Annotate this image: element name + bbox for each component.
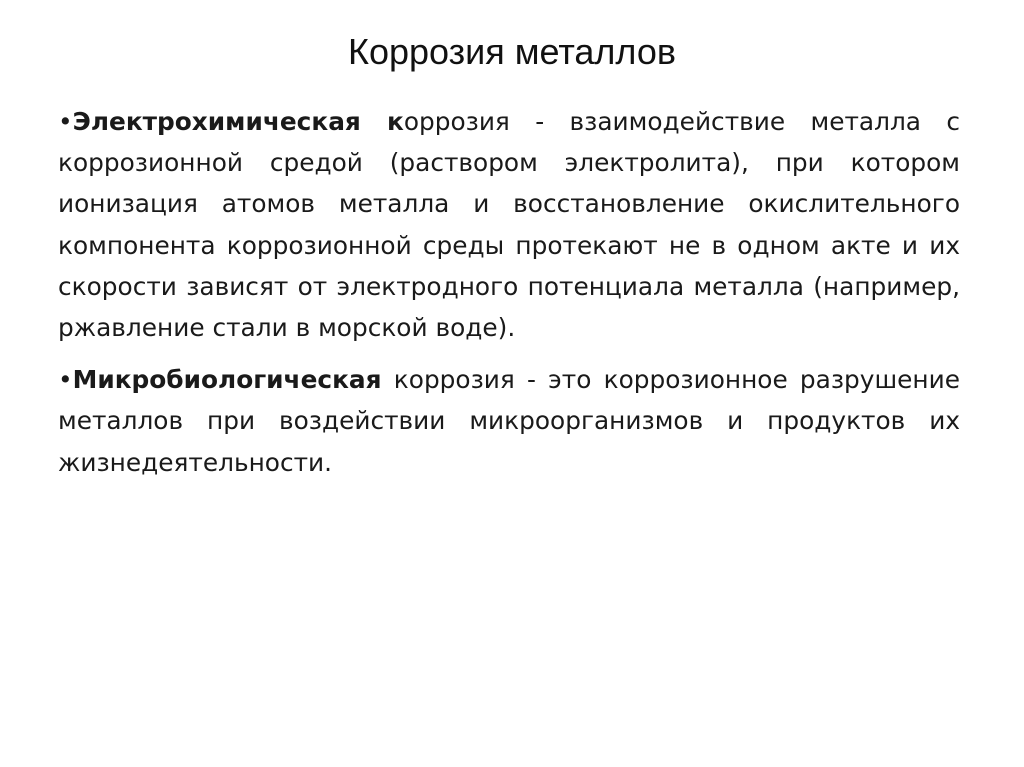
bullet-marker: • — [58, 107, 73, 136]
bullet-text: оррозия - взаимодействие металла с коррозионной средой (раствором электролита), при котором ионизация атомов металла и восстановление окислительного компонента коррозионной среды протекают не в одном акте и их скорости зависят от электродного потенциала металла (например, ржавление стали в морской воде). — [58, 107, 961, 343]
slide-title: Коррозия металлов — [347, 31, 676, 72]
bullet-microbiological — [58, 359, 960, 483]
slide-content — [58, 101, 960, 483]
bullet-term: Электрохимическая к — [72, 107, 404, 136]
bullet-marker: • — [58, 365, 73, 395]
bullet-text: коррозия - это коррозионное разрушение металлов при воздействии микроорганизмов и продуктов их жизнедеятельности. — [58, 365, 960, 477]
bullet-electrochemical — [58, 101, 960, 348]
bullet-term: Микробиологическая — [72, 365, 382, 395]
